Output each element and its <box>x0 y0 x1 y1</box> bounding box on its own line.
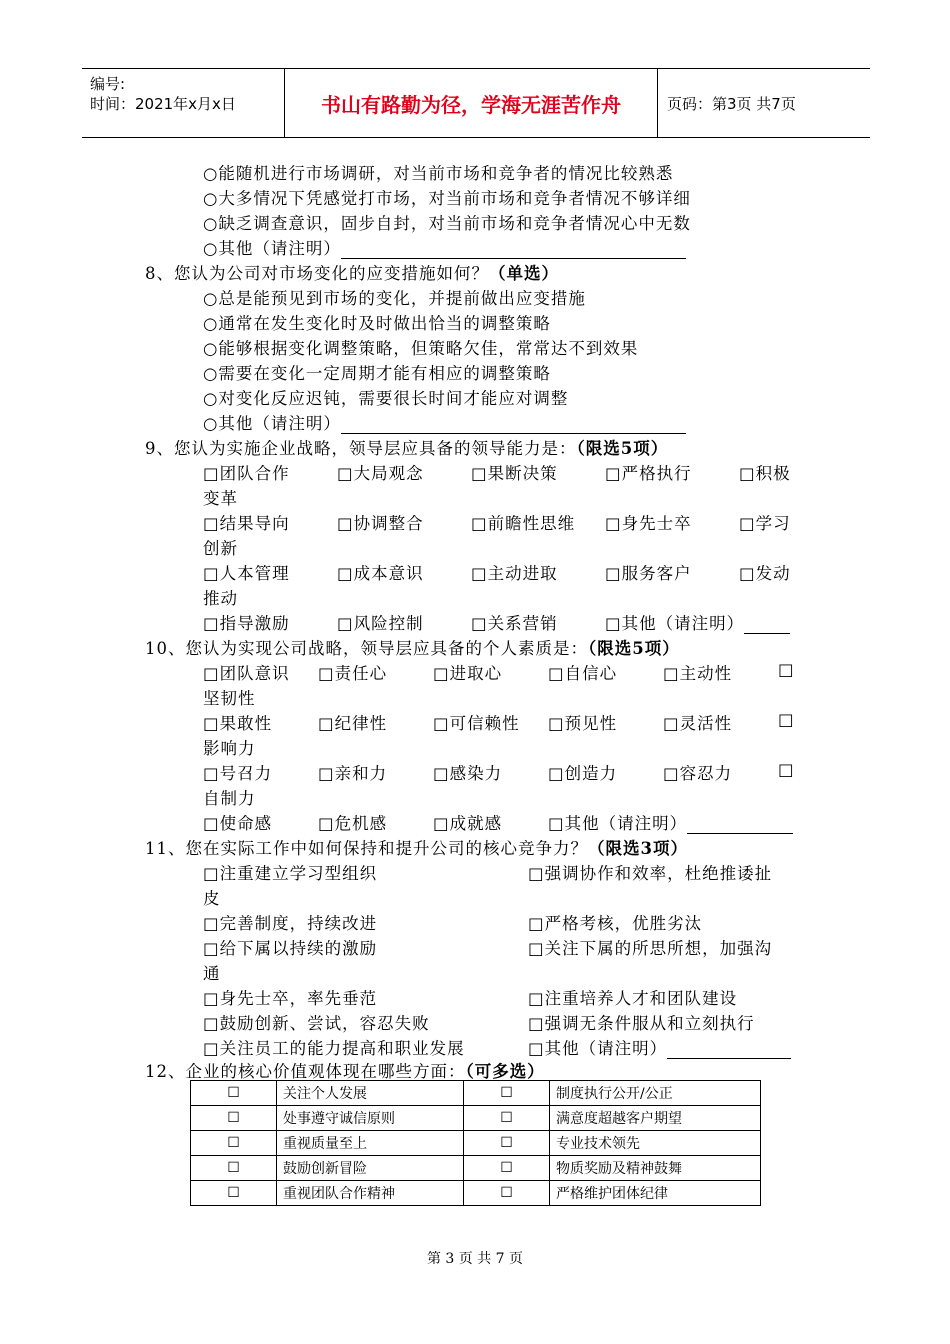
value-label: 物质奖励及精神鼓舞 <box>550 1156 761 1181</box>
checkbox[interactable]: ☐ <box>191 1156 277 1181</box>
q9-choice[interactable]: □关系营销 <box>471 614 558 633</box>
q9-choice[interactable]: □服务客户 <box>605 564 692 583</box>
q9-choice[interactable]: □结果导向 <box>203 514 290 533</box>
q10-choice[interactable]: □使命感 <box>203 814 273 833</box>
q11-choice[interactable]: □关注下属的所思所想，加强沟 <box>528 939 773 958</box>
q11-choice[interactable]: □关注员工的能力提高和职业发展 <box>203 1039 465 1058</box>
value-label: 关注个人发展 <box>277 1081 464 1106</box>
q9-choice[interactable]: □人本管理 <box>203 564 290 583</box>
fill-blank[interactable] <box>667 1042 791 1059</box>
table-row <box>191 1181 761 1206</box>
q8-option[interactable]: ○通常在发生变化时及时做出恰当的调整策略 <box>203 314 551 333</box>
value-label: 鼓励创新冒险 <box>277 1156 464 1181</box>
fill-blank[interactable] <box>687 817 793 834</box>
checkbox[interactable]: ☐ <box>464 1181 550 1206</box>
checkbox[interactable]: ☐ <box>464 1081 550 1106</box>
value-label: 专业技术领先 <box>550 1131 761 1156</box>
table-row <box>191 1131 761 1156</box>
q9-choice[interactable]: □主动进取 <box>471 564 558 583</box>
q10-choice[interactable]: □主动性 <box>663 664 733 683</box>
q11-choice[interactable]: □严格考核，优胜劣汰 <box>528 914 703 933</box>
q11-choice[interactable]: □身先士卒，率先垂范 <box>203 989 378 1008</box>
q8-question: 8、您认为公司对市场变化的应变措施如何？（单选） <box>145 264 559 283</box>
q11-choice[interactable]: □强调协作和效率，杜绝推诿扯 <box>528 864 773 883</box>
checkbox[interactable]: ☐ <box>464 1106 550 1131</box>
q10-choice[interactable]: □进取心 <box>433 664 503 683</box>
q10-choice[interactable]: □ <box>778 660 795 679</box>
q10-choice[interactable]: □自信心 <box>548 664 618 683</box>
q10-choice[interactable]: □号召力 <box>203 764 273 783</box>
value-label: 满意度超越客户期望 <box>550 1106 761 1131</box>
q10-choice-other[interactable]: □其他（请注明） <box>548 810 793 834</box>
q9-choice[interactable]: □身先士卒 <box>605 514 692 533</box>
q10-choice[interactable]: □危机感 <box>318 814 388 833</box>
q7-option-other[interactable]: ○其他（请注明） <box>203 235 686 259</box>
q10-question: 10、您认为实现公司战略，领导层应具备的个人素质是：（限选5项） <box>145 639 680 658</box>
q10-choice[interactable]: □灵活性 <box>663 714 733 733</box>
q8-option-other[interactable]: ○其他（请注明） <box>203 410 686 434</box>
header-motto: 书山有路勤为径，学海无涯苦作舟 <box>284 69 658 137</box>
q11-choice-wrap: 皮 <box>203 889 221 908</box>
q11-choice[interactable]: □给下属以持续的激励 <box>203 939 378 958</box>
q11-choice[interactable]: □鼓励创新、尝试，容忍失败 <box>203 1014 430 1033</box>
q10-choice[interactable]: □亲和力 <box>318 764 388 783</box>
q7-option[interactable]: ○缺乏调查意识，固步自封，对当前市场和竞争者情况心中无数 <box>203 214 691 233</box>
value-label: 处事遵守诚信原则 <box>277 1106 464 1131</box>
header-page-label: 页码：第3页 共7页 <box>667 94 796 113</box>
q11-choice[interactable]: □注重培养人才和团队建设 <box>528 989 738 1008</box>
q9-choice[interactable]: □指导激励 <box>203 614 290 633</box>
checkbox[interactable]: ☐ <box>191 1081 277 1106</box>
q9-question: 9、您认为实施企业战略，领导层应具备的领导能力是：（限选5项） <box>145 439 669 458</box>
q10-choice-wrap: 自制力 <box>203 789 256 808</box>
value-label: 严格维护团体纪律 <box>550 1181 761 1206</box>
q10-choice[interactable]: □ <box>778 710 795 729</box>
q10-choice[interactable]: □容忍力 <box>663 764 733 783</box>
value-label: 重视质量至上 <box>277 1131 464 1156</box>
checkbox[interactable]: ☐ <box>464 1131 550 1156</box>
table-row <box>191 1106 761 1131</box>
q10-choice[interactable]: □团队意识 <box>203 664 290 683</box>
q10-choice[interactable]: □可信赖性 <box>433 714 520 733</box>
q9-choice[interactable]: □积极 <box>739 464 791 483</box>
page-header <box>82 68 870 138</box>
checkbox[interactable]: ☐ <box>191 1131 277 1156</box>
value-label: 制度执行公开/公正 <box>550 1081 761 1106</box>
q10-choice[interactable]: □果敢性 <box>203 714 273 733</box>
fill-blank[interactable] <box>341 242 686 259</box>
fill-blank[interactable] <box>744 617 790 634</box>
q11-choice[interactable]: □强调无条件服从和立刻执行 <box>528 1014 755 1033</box>
table-row <box>191 1156 761 1181</box>
q11-choice-wrap: 通 <box>203 964 221 983</box>
q9-choice[interactable]: □发动 <box>739 564 791 583</box>
time-label: 时间：2021年x月x日 <box>90 95 236 113</box>
q10-choice-wrap: 坚韧性 <box>203 689 256 708</box>
q9-choice[interactable]: □果断决策 <box>471 464 558 483</box>
q9-choice-other[interactable]: □其他（请注明） <box>605 610 790 634</box>
fill-blank[interactable] <box>341 417 686 434</box>
q9-choice[interactable]: □学习 <box>739 514 791 533</box>
q9-choice[interactable]: □大局观念 <box>337 464 424 483</box>
checkbox[interactable]: ☐ <box>191 1181 277 1206</box>
table-row <box>191 1081 761 1106</box>
q10-choice[interactable]: □感染力 <box>433 764 503 783</box>
checkbox[interactable]: ☐ <box>464 1156 550 1181</box>
q8-option[interactable]: ○总是能预见到市场的变化，并提前做出应变措施 <box>203 289 586 308</box>
page-footer: 第 3 页 共 7 页 <box>426 1251 524 1267</box>
q9-choice[interactable]: □严格执行 <box>605 464 692 483</box>
q11-choice[interactable]: □完善制度，持续改进 <box>203 914 378 933</box>
q12-question: 12、企业的核心价值观体现在哪些方面：（可多选） <box>145 1062 545 1081</box>
q9-choice[interactable]: □风险控制 <box>337 614 424 633</box>
value-label: 重视团队合作精神 <box>277 1181 464 1206</box>
q9-choice[interactable]: □成本意识 <box>337 564 424 583</box>
q10-choice[interactable]: □纪律性 <box>318 714 388 733</box>
q12-values-table <box>190 1080 761 1206</box>
q10-choice[interactable]: □责任心 <box>318 664 388 683</box>
q10-choice[interactable]: □成就感 <box>433 814 503 833</box>
q7-option[interactable]: ○能随机进行市场调研，对当前市场和竞争者的情况比较熟悉 <box>203 164 674 183</box>
q8-option[interactable]: ○对变化反应迟钝，需要很长时间才能应对调整 <box>203 389 569 408</box>
q11-choice[interactable]: □注重建立学习型组织 <box>203 864 378 883</box>
q9-choice[interactable]: □协调整合 <box>337 514 424 533</box>
q9-choice-wrap: 推动 <box>203 589 238 608</box>
q10-choice[interactable]: □预见性 <box>548 714 618 733</box>
q8-option[interactable]: ○需要在变化一定周期才能有相应的调整策略 <box>203 364 551 383</box>
q11-choice-other[interactable]: □其他（请注明） <box>528 1035 791 1059</box>
q9-choice-wrap: 变革 <box>203 489 238 508</box>
q8-option[interactable]: ○能够根据变化调整策略，但策略欠佳，常常达不到效果 <box>203 339 639 358</box>
q11-question: 11、您在实际工作中如何保持和提升公司的核心竞争力？（限选3项） <box>145 839 688 858</box>
q9-choice[interactable]: □前瞻性思维 <box>471 514 576 533</box>
q9-choice[interactable]: □团队合作 <box>203 464 290 483</box>
checkbox[interactable]: ☐ <box>191 1106 277 1131</box>
code-label: 编号: <box>90 75 126 93</box>
header-meta <box>82 69 284 137</box>
q7-option[interactable]: ○大多情况下凭感觉打市场，对当前市场和竞争者情况不够详细 <box>203 189 691 208</box>
q9-choice-wrap: 创新 <box>203 539 238 558</box>
q10-choice-wrap: 影响力 <box>203 739 256 758</box>
q10-choice[interactable]: □创造力 <box>548 764 618 783</box>
q10-choice[interactable]: □ <box>778 760 795 779</box>
